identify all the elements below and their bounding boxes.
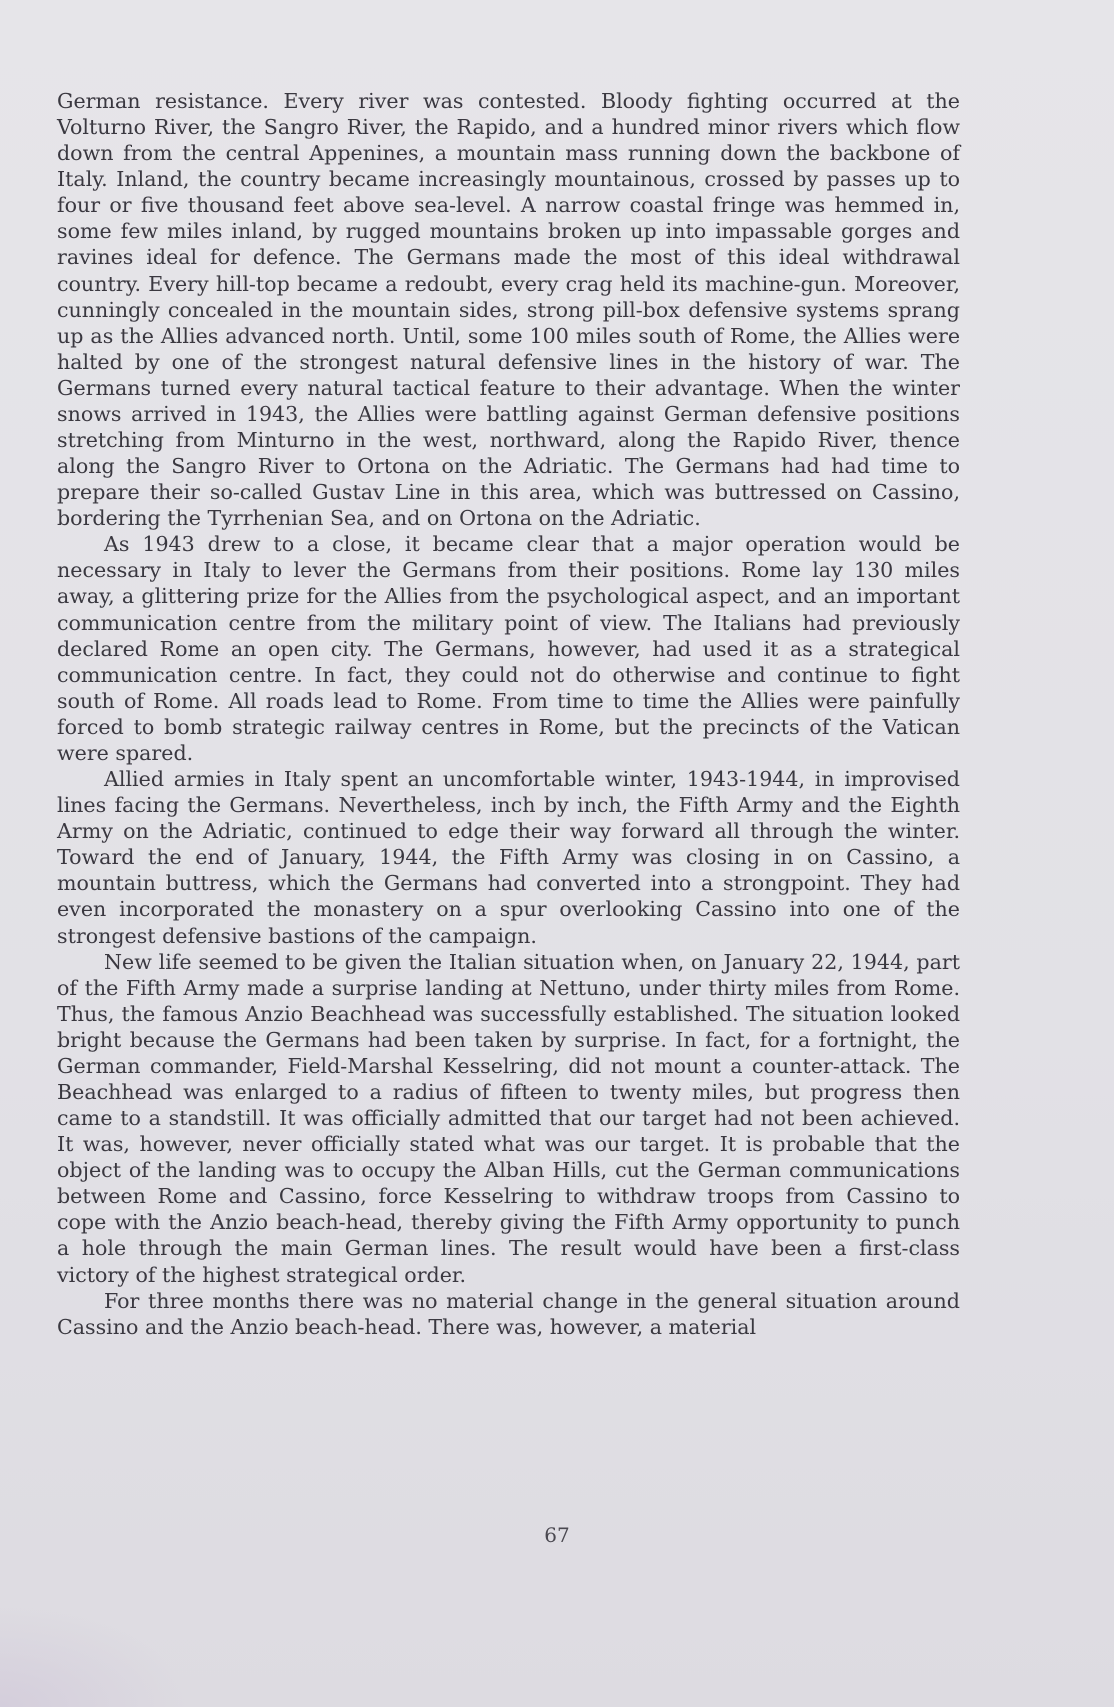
paragraph-german-resistance: German resistance. Every river was contested. Bloody fighting occurred at the Volturno River, the Sangro River, the Rapido, and a hundred minor rivers which flow down from the central Appenines, a mountain mass running down the backbone of Italy. Inland, the country became increasingly mountainous, crossed by passes up to four or five thousand feet above sea-level. A narrow coastal fringe was hemmed in, some few miles inland, by rugged mountains broken up into impassable gorges and ravines ideal for defence. The Germans made the most of this ideal withdrawal country. Every hill-top became a redoubt, every crag held its machine-gun. Moreover, cunningly concealed in the mountain sides, strong pill-box defensive systems sprang up as the Allies advanced north. Until, some 100 miles south of Rome, the Allies were halted by one of the strongest natural defensive lines in the history of war. The Germans turned every natural tactical feature to their advantage. When the winter snows arrived in 1943, the Allies were battling against German defensive positions stretching from Minturno in the west, northward, along the Rapido River, thence along the Sangro River to Ortona on the Adriatic. The Germans had had time to prepare their so-called Gustav Line in this area, which was buttressed on Cassino, bordering the Tyrrhenian Sea, and on Ortona on the Adriatic. [57, 89, 960, 531]
paragraph-allied-winter: Allied armies in Italy spent an uncomfortable winter, 1943-1944, in improvised lines facing the Germans. Nevertheless, inch by inch, the Fifth Army and the Eighth Army on the Adriatic, continued to edge their way forward all through the winter. Toward the end of January, 1944, the Fifth Army was closing in on Cassino, a mountain buttress, which the Germans had converted into a strongpoint. They had even incorporated the monastery on a spur overlooking Cassino into one of the strongest defensive bastions of the campaign. [57, 767, 960, 948]
paragraph-three-months: For three months there was no material change in the general situation around Cassino and the Anzio beach-head. There was, however, a material [57, 1288, 960, 1339]
paragraph-anzio-landing: New life seemed to be given the Italian situation when, on January 22, 1944, part of the Fifth Army made a surprise landing at Nettuno, under thirty miles from Rome. Thus, the famous Anzio Beachhead was successfully established. The situation looked bright because the Germans had been taken by surprise. In fact, for a fortnight, the German commander, Field-Marshal Kesselring, did not mount a counter-attack. The Beachhead was enlarged to a radius of fifteen to twenty miles, but progress then came to a standstill. It was officially admitted that our target had not been achieved. It was, however, never officially stated what was our target. It is probable that the object of the landing was to occupy the Alban Hills, cut the German communications between Rome and Cassino, force Kesselring to withdraw troops from Cassino to cope with the Anzio beach-head, thereby giving the Fifth Army opportunity to punch a hole through the main German lines. The result would have been a first-class victory of the highest strategical order. [57, 949, 960, 1287]
page-number: 67 [544, 1523, 570, 1547]
body-text [57, 88, 960, 1340]
paragraph-1943-close: As 1943 drew to a close, it became clear that a major operation would be necessary in Italy to lever the Germans from their positions. Rome lay 130 miles away, a glittering prize for the Allies from the psychological aspect, and an important communication centre from the military point of view. The Italians had previously declared Rome an open city. The Germans, however, had used it as a strategical communication centre. In fact, they could not do otherwise and continue to fight south of Rome. All roads lead to Rome. From time to time the Allies were painfully forced to bomb strategic railway centres in Rome, but the precincts of the Vatican were spared. [57, 532, 960, 765]
paper-stain [0, 1605, 190, 1707]
